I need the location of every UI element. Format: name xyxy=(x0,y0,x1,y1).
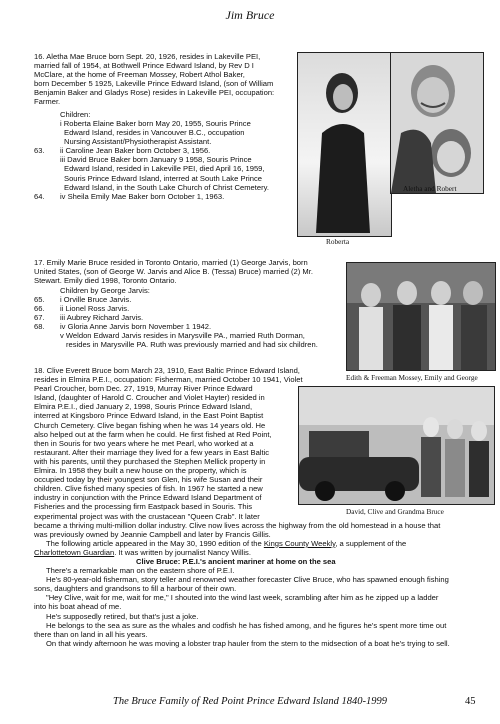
child-number: 63. xyxy=(34,146,45,156)
child-text: Edward Island, in the South Lake Church of Christ Cemetery. xyxy=(64,182,269,192)
entry-16-line: married fall of 1954, at Bothwell Prince Edward Island, by Rev D I xyxy=(34,61,254,71)
article-paragraph: sons, daughters and grandsons to fill a harbour of their own. xyxy=(34,584,237,594)
entry-18-line: Elmira P.E.I., died January 2, 1998, Souris Prince Edward Island, xyxy=(34,402,253,412)
child-row xyxy=(34,128,294,137)
entry-18-line: children. Clive fished many species of fish. In 1967 he started a new xyxy=(34,484,263,494)
entry-18-line: became a thriving multi-million dollar industry. Clive now lives across the highway from the old homestead in a house that xyxy=(34,520,441,530)
child-text: iii David Bruce Baker born January 9 1958, Souris Prince xyxy=(60,155,252,165)
article-source-text: , a supplement of the xyxy=(335,538,407,548)
entry-18-line: also helped out at the farm when he could. He first fished at Red Point, xyxy=(34,429,272,439)
article-paragraph: He belongs to the sea as sure as the whales and codfish he has fished among, and he figures he's spent more time out xyxy=(46,620,447,630)
child-row xyxy=(34,146,294,155)
child-row xyxy=(34,295,354,304)
child-row xyxy=(34,119,294,128)
entry-17-line: 17. Emily Marie Bruce resided in Toronto Ontario, married (1) George Jarvis, born xyxy=(34,258,308,267)
article-paragraph: There's a remarkable man on the eastern shore of P.E.I. xyxy=(46,566,235,576)
article-source xyxy=(34,539,450,548)
entry-18-line: restaurant. After their marriage they lived for a few years in East Baltic xyxy=(34,447,270,457)
entry-18-line: experimental project was with the crustacean "Queen Crab". It later xyxy=(34,511,260,521)
child-text: Edward Island, resided in Lakeville PEI, died April 16, 1959, xyxy=(64,164,265,174)
article-paragraph: there than on land in all his years. xyxy=(34,629,148,639)
entry-17-line: Stewart. Emily died 1998, Toronto Ontario. xyxy=(34,276,177,286)
entry-16-line: 16. Aletha Mae Bruce born Sept. 20, 1926, resides in Lakeville PEI, xyxy=(34,52,261,61)
entry-16-line: Farmer. xyxy=(34,97,61,107)
child-text: i Orville Bruce Jarvis. xyxy=(60,295,132,304)
child-text: Souris Prince Edward Island, interred at South Lake Prince xyxy=(64,173,262,183)
child-row xyxy=(34,331,354,340)
article-source-text: . It was written by journalist Nancy Willis. xyxy=(114,547,251,557)
child-text: resides in Marysville PA. Ruth was previously married and had six children. xyxy=(66,340,318,350)
photo-aletha-robert xyxy=(390,52,484,194)
children-label: Children by George Jarvis: xyxy=(60,286,150,295)
entry-18-line: Island, (daughter of Harold C. Croucher and Violet Hayter) resided in xyxy=(34,393,265,403)
child-row xyxy=(34,164,294,173)
child-number: 68. xyxy=(34,322,45,332)
child-row xyxy=(34,174,294,183)
child-row xyxy=(34,304,354,313)
article-source-text: The following article appeared in the May 30, 1990 edition of the xyxy=(46,538,264,548)
article-source-cont xyxy=(34,548,450,557)
child-row xyxy=(34,192,294,201)
newspaper-name: Kings County Weekly xyxy=(263,538,336,548)
entry-18-line: Church Cemetery. Clive began fishing when he was 14 years old. He xyxy=(34,420,266,430)
child-row xyxy=(34,313,354,322)
caption-aletha-robert: Aletha and Robert xyxy=(403,184,457,193)
david-clive-grandma-figures xyxy=(299,387,494,504)
entry-18-line: Fisheries and the processing firm Eastpack based in Souris. This xyxy=(34,502,253,512)
entry-18-line: 18. Clive Everett Bruce born March 23, 1910, East Baltic Prince Edward Island, xyxy=(34,366,300,375)
entry-18-line: then in Souris for two years where he met Pearl, who worked at a xyxy=(34,438,254,448)
child-number: 67. xyxy=(34,313,45,323)
article-paragraph: On that windy afternoon he was moving a lobster trap hauler from the stern to the midsection of a boat he's trying to sell. xyxy=(46,638,450,648)
edith-freeman-figures xyxy=(347,263,495,370)
child-row xyxy=(34,137,294,146)
child-number: 64. xyxy=(34,191,45,201)
newspaper-name: Charlottetown Guardian xyxy=(34,547,115,557)
photo-edith-freeman xyxy=(346,262,496,371)
article-paragraph: "Hey Clive, wait for me, wait for me," I shouted into the wind last week, scrambling after him as he zipped up a ladder xyxy=(46,593,439,603)
article-paragraph: He's supposedly retired, but that's just a joke. xyxy=(46,611,199,621)
page-header: Jim Bruce xyxy=(225,8,275,22)
page-number: 45 xyxy=(465,696,476,707)
child-text: iv Gloria Anne Jarvis born November 1 1942. xyxy=(60,322,212,332)
entry-17-children xyxy=(34,295,354,350)
caption-david-clive-grandma: David, Clive and Grandma Bruce xyxy=(346,507,444,516)
entry-16-line: born December 5 1925, Lakeville Prince Edward Island, (son of William xyxy=(34,79,274,89)
entry-16-line: McClare, at the home of Freeman Mossey, Robert Athol Baker, xyxy=(34,70,245,80)
roberta-figure xyxy=(298,53,391,236)
article-paragraph: into his boat ahead of me. xyxy=(34,602,122,612)
child-text: iii Aubrey Richard Jarvis. xyxy=(60,313,144,323)
entry-18-line: Pearl Croucher, born Dec. 27, 1919, Murray River Prince Edward xyxy=(34,384,253,394)
child-number: 66. xyxy=(34,304,45,314)
child-text: ii Lionel Ross Jarvis. xyxy=(60,304,130,314)
entry-18-line: interred at Kingsboro Prince Edward Island, in the East Point Baptist xyxy=(34,411,264,421)
child-text: iv Sheila Emily Mae Baker born October 1, 1963. xyxy=(60,191,225,201)
caption-roberta: Roberta xyxy=(326,237,350,246)
article-headline: Clive Bruce: P.E.I.'s ancient mariner at home on the sea xyxy=(136,556,336,566)
entry-16-children xyxy=(34,119,294,201)
entry-18-line: industry in conjunction with the Prince Edward Island Department of xyxy=(34,493,262,503)
child-row xyxy=(34,183,294,192)
entry-18-line: with his parents, until they purchased the Stephen Mellick property in xyxy=(34,456,266,466)
child-text: i Roberta Elaine Baker born May 20, 1955, Souris Prince xyxy=(60,119,251,128)
photo-david-clive-grandma xyxy=(298,386,495,505)
caption-edith-freeman: Edith & Freeman Mossey, Emily and George xyxy=(346,373,478,382)
child-number: 65. xyxy=(34,295,45,304)
entry-17-line: United States, (son of George W. Jarvis and Alice B. (Tessa) Bruce) married (2) Mr. xyxy=(34,267,313,277)
photo-roberta xyxy=(297,52,392,237)
entry-18-line: occupied today by their youngest son Glen, his wife Susan and their xyxy=(34,475,263,485)
entry-17 xyxy=(34,258,313,285)
child-text: v Weldon Edward Jarvis resides in Marysville PA., married Ruth Dorman, xyxy=(60,331,305,341)
entry-18-line: resides in Elmira P.E.I., occupation: Fisherman, married October 10 1941, Violet xyxy=(34,375,303,385)
child-text: ii Caroline Jean Baker born October 3, 1956. xyxy=(60,146,211,156)
aletha-robert-figures xyxy=(391,53,483,193)
child-row xyxy=(34,322,354,331)
page-footer: The Bruce Family of Red Point Prince Edward Island 1840-1999 xyxy=(112,696,388,707)
entry-16-line: Benjamin Baker and Gladys Rose) resides in Lakeville PEI, occupation: xyxy=(34,88,275,98)
child-row xyxy=(34,155,294,164)
child-text: Nursing Assistant/Physiotherapist Assistant. xyxy=(64,137,212,147)
entry-16 xyxy=(34,52,274,107)
children-label: Children: xyxy=(60,110,91,119)
child-text: Edward Island, resides in Vancouver B.C., occupation xyxy=(64,128,245,138)
entry-18-line: Elmira. In 1958 they built a new house on the property, which is xyxy=(34,466,247,476)
entry-18-line: was previously owned by Jeannie Campbell and later by Francis Gillis. xyxy=(34,529,271,539)
article-paragraph: He's 80-year-old fisherman, story teller and renowned weather forecaster Clive Bruce, who has spawned enough fishing xyxy=(46,575,449,585)
child-row xyxy=(34,340,354,349)
